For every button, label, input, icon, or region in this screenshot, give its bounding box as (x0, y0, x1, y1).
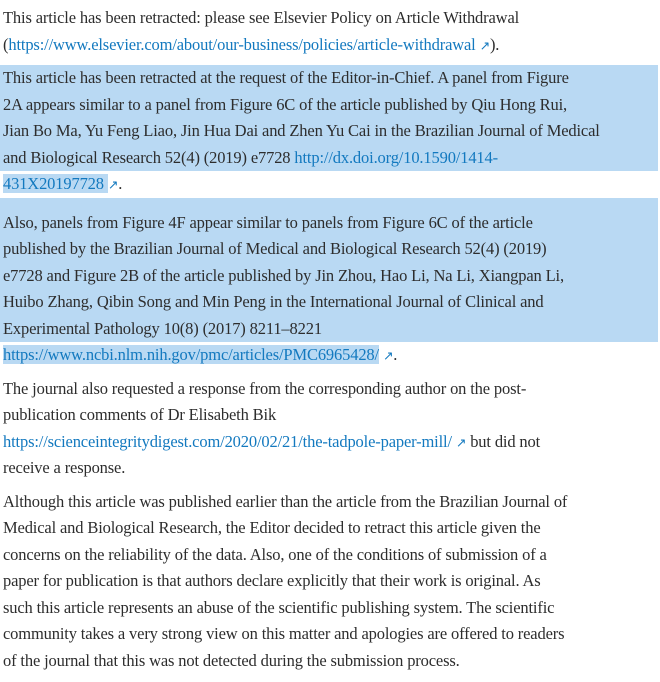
text-segment: Although this article was published earlier than the article from the Brazilian Journal of (3, 491, 568, 511)
text-segment: This article has been retracted: please see Elsevier Policy on Article Withdrawal (3, 8, 520, 27)
text-line (0, 542, 658, 569)
text-segment: Also, panels from Figure 4F appear similar to panels from Figure 6C of the article (3, 212, 533, 232)
text-line (0, 118, 658, 145)
text-segment: such this article represents an abuse of the scientific publishing system. The scientific (3, 597, 555, 617)
text-segment: paper for publication is that authors declare explicitly that their work is original. As (3, 571, 541, 590)
text-segment: Huibo Zhang, Qibin Song and Min Peng in the International Journal of Clinical and (3, 292, 544, 311)
similar-panels-paragraph-highlighted (3, 210, 658, 369)
text-segment: publication comments of Dr Elisabeth Bik (3, 405, 277, 424)
text-line (0, 145, 658, 172)
text-line (0, 32, 658, 59)
text-line (0, 342, 658, 369)
paragraph-gap (0, 58, 658, 65)
text-line (0, 171, 658, 198)
science-integrity-digest-link[interactable]: https://scienceintegritydigest.com/2020/02/21/the-tadpole-paper-mill/ (3, 431, 452, 451)
paragraph-gap (0, 482, 658, 489)
text-segment: community takes a very strong view on this matter and apologies are offered to readers (3, 624, 565, 643)
text-segment: Medical and Biological Research, the Editor decided to retract this article given the (3, 518, 541, 537)
external-link-icon[interactable]: ↗ (107, 177, 119, 192)
text-line (0, 648, 658, 675)
text-line (0, 489, 658, 516)
retraction-reason-paragraph-highlighted (3, 65, 658, 198)
text-line (0, 515, 658, 542)
text-segment: Jian Bo Ma, Yu Feng Liao, Jin Hua Dai and Zhen Yu Cai in the Brazilian Journal of Medical (3, 121, 600, 140)
text-segment: of the journal that this was not detected during the submission process. (3, 650, 460, 670)
text-segment: ). (489, 34, 500, 54)
doi-link[interactable]: http://dx.doi.org/10.1590/1414- (294, 147, 498, 167)
withdrawal-policy-paragraph (3, 5, 658, 58)
text-line (0, 263, 658, 290)
text-line (0, 210, 658, 237)
doi-link-continued[interactable]: 431X20197728 (3, 174, 104, 193)
text-segment: published by the Brazilian Journal of Medical and Biological Research 52(4) (2019) (3, 239, 547, 258)
external-link-icon[interactable]: ↗ (382, 348, 394, 363)
text-line (0, 236, 658, 263)
text-segment: and Biological Research 52(4) (2019) e7728 (3, 147, 295, 167)
text-line (0, 595, 658, 622)
text-line (0, 289, 658, 316)
paragraph-gap (0, 198, 658, 210)
text-line (0, 316, 658, 343)
text-segment: Experimental Pathology 10(8) (2017) 8211–8221 (3, 318, 322, 338)
article-body (3, 5, 658, 674)
pmc-article-link[interactable]: https://www.ncbi.nlm.nih.gov/pmc/articles/PMC6965428/ (3, 345, 379, 364)
text-segment: . (118, 174, 123, 193)
text-line (0, 5, 658, 32)
text-segment: e7728 and Figure 2B of the article published by Jin Zhou, Hao Li, Na Li, Xiangpan Li, (3, 265, 564, 285)
paragraph-gap (0, 369, 658, 376)
text-segment: The journal also requested a response from the corresponding author on the post- (3, 378, 527, 398)
text-segment: but did not (466, 431, 541, 451)
external-link-icon[interactable]: ↗ (455, 434, 467, 450)
elsevier-withdrawal-policy-link[interactable]: https://www.elsevier.com/about/our-business/policies/article-withdrawal (8, 34, 476, 54)
text-segment: . (393, 345, 398, 364)
editor-decision-paragraph (3, 489, 658, 675)
text-line (0, 429, 658, 456)
text-line (0, 455, 658, 482)
text-segment: concerns on the reliability of the data. Also, one of the conditions of submission of a (3, 544, 547, 564)
text-line (0, 621, 658, 648)
text-segment: receive a response. (3, 458, 126, 477)
text-segment: 2A appears similar to a panel from Figure 6C of the article published by Qiu Hong Rui, (3, 94, 568, 114)
text-segment: This article has been retracted at the request of the Editor-in-Chief. A panel from Figure (3, 68, 569, 87)
author-response-paragraph (3, 376, 658, 482)
text-segment: ( (3, 34, 9, 54)
text-line (0, 568, 658, 595)
text-line (0, 376, 658, 403)
text-line (0, 65, 658, 92)
text-line (0, 402, 658, 429)
external-link-icon[interactable]: ↗ (479, 37, 490, 53)
text-line (0, 92, 658, 119)
